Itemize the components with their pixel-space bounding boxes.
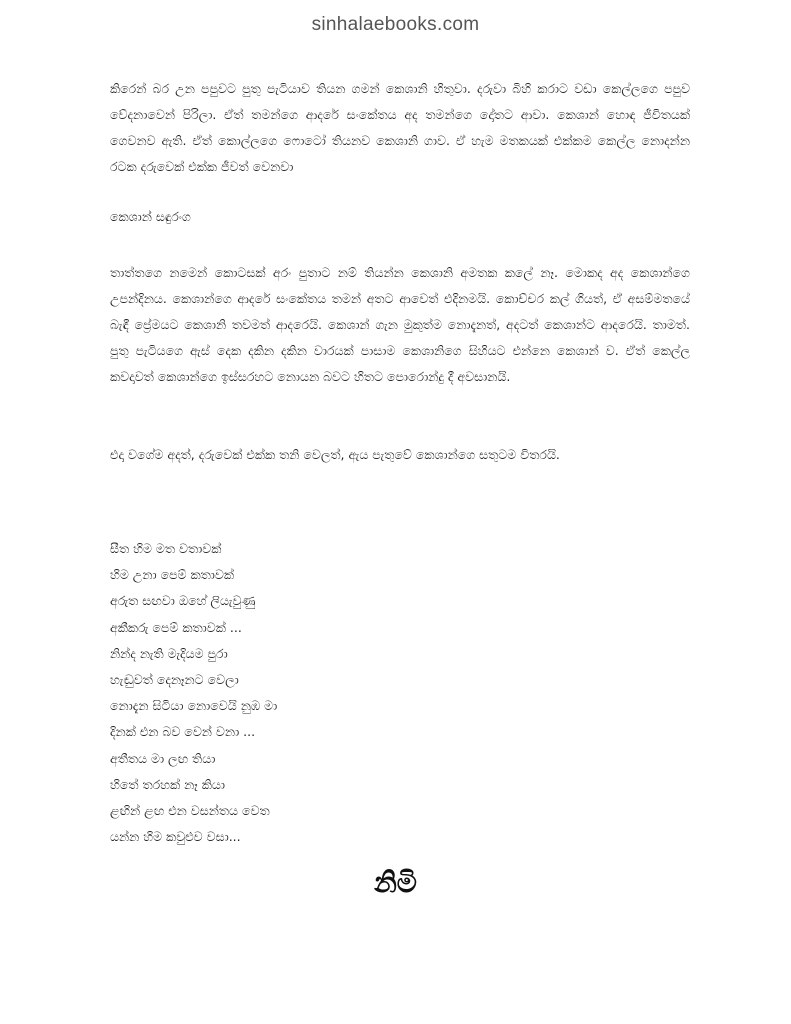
poem-line: හැඬුවත් දෙනෑනට වෙලා (110, 672, 239, 688)
poem-line: අරුත සඟවා ඔහේ ලියැවුණු (110, 593, 256, 609)
poem-line: හිතේ තරහක් නෑ කියා (110, 776, 225, 792)
poem-line: දිනක් එන බව වෙන් වනා ... (110, 724, 256, 740)
the-end-mark: නිමි (374, 866, 417, 899)
poem-line: ළඟින් ළඟ එන වසන්තය වෙත (110, 803, 270, 819)
site-watermark: sinhalaebooks.com (311, 14, 480, 35)
poem-line: නින්ද නැති මැදියම පුරා (110, 645, 228, 661)
story-paragraph-1: කිරෙන් බර උන පපුවට පුතු පැටියාව තියන ගමන් කෙශානි හිතුවා. දරුවා බිහි කරාට වඩා කෙල්ලගෙ පපුව වේදනාවෙන් පිරිලා. ඒත් තමන්ගෙ ආදරේ සංකේතය අද තමන්ගෙ දෝතට ආවා. කෙශාන් හොඳ ජීවිතයක් ගෙවනව ඇති. ඒත් කොල්ලගෙ ෆොටෝ තියනව කෙශානි ගාව. ඒ හැම මතකයක් එක්කම කෙල්ල නොදන්න රටක දරුවෙක් එක්ක ජීවත් වෙනවා (110, 81, 690, 174)
poem-line: නොදැන සිටියා නොවෙයි නුඹ මා (110, 698, 278, 714)
story-paragraph-2: තාත්තගෙ නමෙන් කොටසක් අරං පුතාට නම් තියන්න කෙශානි අමතක කලේ නෑ. මොකද අද කෙශාන්ගෙ උපන්දිනය. කෙශාන්ගෙ ආදරේ සංකේතය තමන් අතට ආවෙත් එදිනමයි. කොච්චර කල් ගියත්, ඒ අසම්මතයේ බැඳී ප්‍රේමයට කෙශානි තවමත් ආදරෙයි. කෙශාන් ගැන මුකුත්ම නොදැනත්, අදටත් කෙශාන්ට ආදරෙයි. තාමත්. පුතු පැටියගෙ ඇස් දෙක දකින දකින වාරයක් පාසාම කෙශානිගෙ සිහියට එන්නෙ කෙශාන් ව. ඒත් කෙල්ල කවදාවත් කෙශාන්ගෙ ඉස්සරහට නොයන බවට හිතට පොරොන්දු දී අවසානයි. (110, 265, 690, 384)
poem (110, 536, 277, 850)
poem-line: අතීතය මා ලඟ තියා (110, 750, 216, 766)
poem-line: යන්න හිම කවුළුව වසා... (110, 829, 241, 845)
story-paragraph-3: එදා වගේම අදත්, දරුවෙක් එක්ක තනි වෙලත්, ඇය පැතුවේ කෙශාන්ගෙ සතුටම විතරයි. (110, 447, 560, 462)
poem-line: හිම උනා පෙම් කතාවක් (110, 567, 235, 583)
poem-line: සීත හිම මත වතාවක් (110, 541, 222, 556)
author-name: කෙශාන් සඳුරංග (110, 209, 191, 224)
poem-line: අකීකරු පෙම් කතාවක් ... (110, 619, 242, 635)
